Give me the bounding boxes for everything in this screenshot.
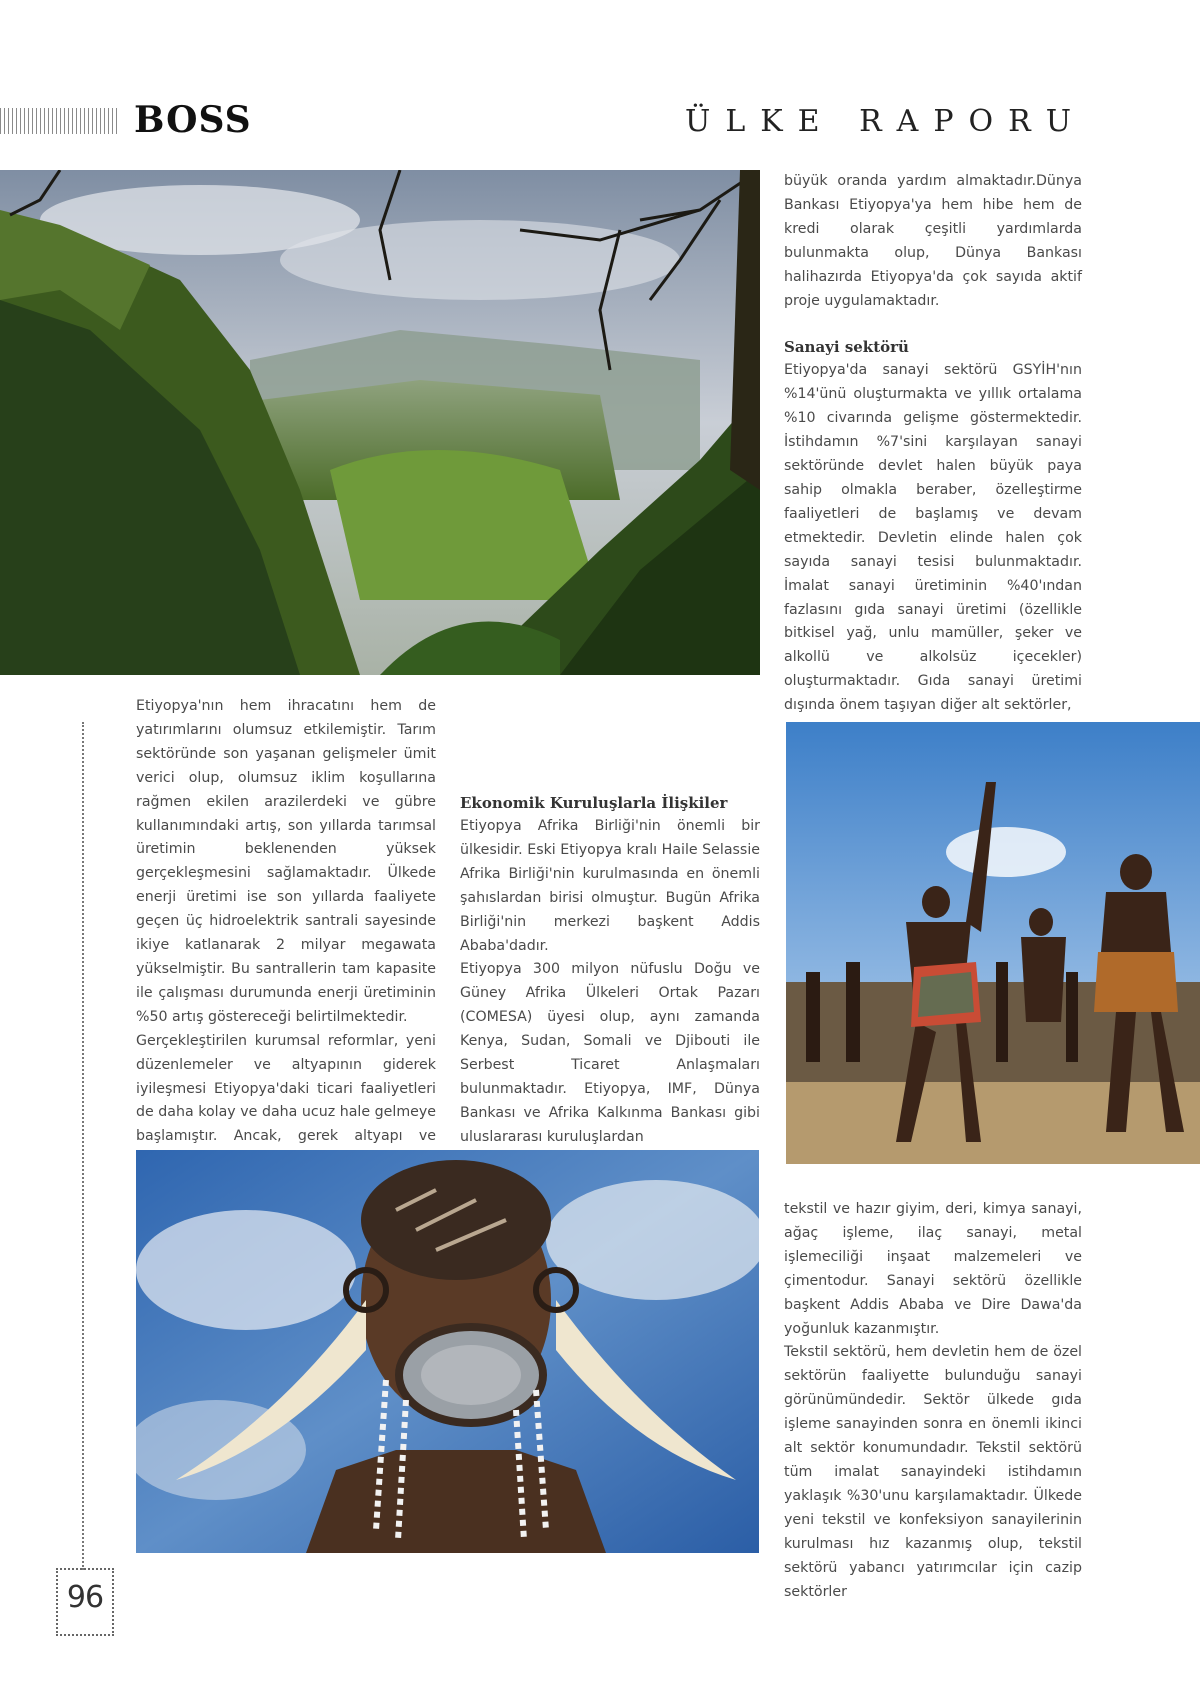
paragraph: tekstil ve hazır giyim, deri, kimya sanayi, ağaç işleme, ilaç sanayi, metal işlemeciliği inşaat malzemeleri ve çimentodur. Sanayi sektörü özellikle başkent Addis Ababa ve Dire Dawa'da yoğunluk kazanmıştır. xyxy=(784,1201,1082,1337)
magazine-logo: BOSS xyxy=(134,99,252,141)
dotted-margin-rule xyxy=(82,722,84,1570)
dancers-photo xyxy=(786,722,1200,1164)
paragraph: büyük oranda yardım almaktadır.Dünya Bankası Etiyopya'ya hem hibe hem de kredi olarak çeşitli yardımlarda bulunmakta olup, Dünya Bankası halihazırda Etiyopya'da çok sayıda aktif proje uygulamaktadır. xyxy=(784,173,1082,309)
paragraph: Tekstil sektörü, hem devletin hem de özel sektörün faaliyette bulunduğu sanayi görünümündedir. Sektör ülkede gıda işleme sanayinden sonra en önemli ikinci alt sektör konumundadır. Tekstil sektörü tüm imalat sanayindeki istihdamın yaklaşık %30'unu karşılamaktadır. Ülkede yeni tekstil ve konfeksiyon sanayilerinin kurulması hız kazanmış olup, tekstil sektörü yabancı yatırımcılar için cazip sektörler xyxy=(784,1344,1082,1600)
right-column-bottom xyxy=(784,1198,1082,1604)
middle-column xyxy=(460,695,760,1150)
paragraph: Etiyopya'nın hem ihracatını hem de yatırımlarını olumsuz etkilemiştir. Tarım sektöründe son yaşanan gelişmeler ümit verici olup, olumsuz iklim koşullarına rağmen ekilen arazilerdeki ve gübre kullanımındaki artış, son yıllarda tarımsal üretimin beklenenden yüksek gerçekleşmesini sağlamaktadır. Ülkede enerji üretimi ise son yıllarda faaliyete geçen üç hidroelektrik santrali sayesinde ikiye katlanarak 2 milyar megawata yükselmiştir. Bu santrallerin tam kapasite ile çalışması durumunda enerji üretiminin %50 artış göstereceği belirtilmektedir. xyxy=(136,698,436,1025)
paragraph: Etiyopya Afrika Birliği'nin önemli bir ülkesidir. Eski Etiyopya kralı Haile Selassie Afrika Birliği'nin kurulmasında en önemli şahıslardan birisi olmuştur. Bugün Afrika Birliği'nin merkezi başkent Addis Ababa'dadır. xyxy=(460,818,760,954)
section-heading-sanayi: Sanayi sektörü xyxy=(784,338,909,357)
portrait-photo xyxy=(136,1150,759,1553)
landscape-photo xyxy=(0,170,760,675)
paragraph: Gerçekleştirilen kurumsal reformlar, yeni düzenlemeler ve altyapının giderek iyileşmesi Etiyopya'daki ticari faaliyetleri de daha kolay ve daha ucuz hale gelmeye başlamıştır. Ancak, gerek altyapı ve xyxy=(136,1032,436,1145)
page-number: 96 xyxy=(66,1580,104,1615)
left-column xyxy=(136,695,436,1221)
paragraph: Etiyopya'da sanayi sektörü GSYİH'nın %14'ünü oluşturmakta ve yıllık ortalama %10 civarında gelişme göstermektedir. İstihdamın %7'sini karşılayan sanayi sektöründe devlet halen büyük paya sahip olmakla beraber, özelleştirme faaliyetleri de başlamış ve devam etmektedir. Devletin elinde halen çok sayıda sanayi tesisi bulunmaktadır. İmalat sanayi üretiminin %40'ından fazlasını gıda sanayi üretimi (özellikle bitkisel yağ, unlu mamüller, şeker ve alkollü ve alkolsüz içecekler) oluşturmaktadır. Gıda sanayi üretimi dışında önem taşıyan diğer alt sektörler, xyxy=(784,362,1082,714)
right-column-top xyxy=(784,170,1082,718)
paragraph: Etiyopya 300 milyon nüfuslu Doğu ve Güney Afrika Ülkeleri Ortak Pazarı (COMESA) üyesi olup, aynı zamanda Kenya, Sudan, Somali ve Djibouti ile Serbest Ticaret Anlaşmaları bulunmaktadır. Etiyopya, IMF, Dünya Bankası ve Afrika Kalkınma Bankası gibi uluslararası kuruluşlardan xyxy=(460,961,760,1145)
section-title: ÜLKE RAPORU xyxy=(685,104,1086,139)
section-heading-ekonomik: Ekonomik Kuruluşlarla İlişkiler xyxy=(460,794,728,812)
header-hatch-decoration xyxy=(0,108,120,134)
